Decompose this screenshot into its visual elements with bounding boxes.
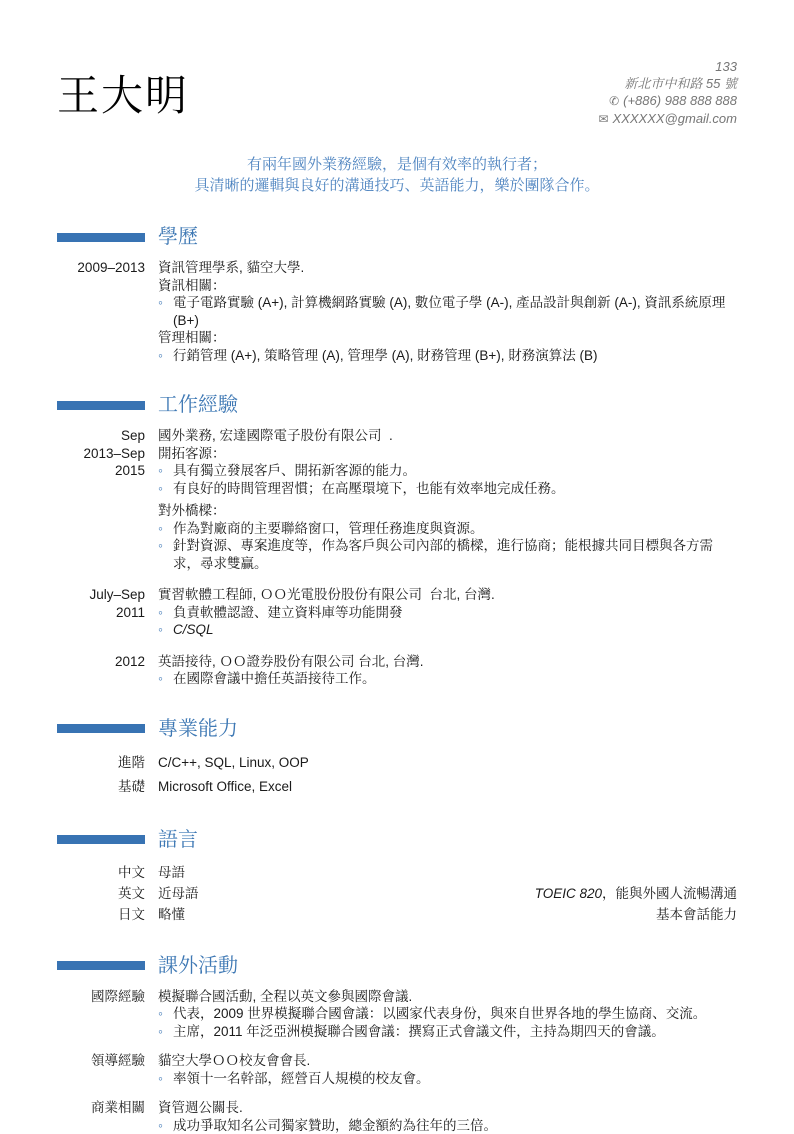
education-body bbox=[158, 259, 737, 364]
activity-entry-business bbox=[57, 1099, 737, 1134]
bullet-circle-icon: ◦ bbox=[158, 604, 173, 622]
work-entry-1-body bbox=[158, 427, 737, 572]
activity-category-label: 商業相關 bbox=[57, 1099, 145, 1134]
header bbox=[57, 58, 737, 128]
envelope-icon: ✉ bbox=[598, 112, 608, 126]
education-date-range: 2009–2013 bbox=[57, 259, 145, 277]
skill-level-label: 進階 bbox=[57, 751, 145, 775]
phone-icon: ✆ bbox=[609, 94, 619, 108]
list-item bbox=[158, 1070, 737, 1088]
contact-email: XXXXXX@gmail.com bbox=[613, 111, 737, 126]
contact-address: 新北市中和路 55 號 bbox=[598, 75, 737, 92]
date-line: 2013–Sep bbox=[57, 445, 145, 463]
person-name: 王大明 bbox=[57, 72, 189, 120]
language-note bbox=[535, 883, 737, 904]
work-entry-2 bbox=[57, 586, 737, 639]
list-item bbox=[158, 604, 737, 622]
date-line: Sep bbox=[57, 427, 145, 445]
work-bullet: 在國際會議中擔任英語接待工作。 bbox=[173, 670, 737, 688]
summary-line-1: 有兩年國外業務經驗，是個有效率的執行者； bbox=[57, 154, 737, 175]
language-level: 近母語 bbox=[158, 883, 535, 904]
language-name: 日文 bbox=[57, 904, 145, 925]
list-item bbox=[158, 1117, 737, 1134]
work-entry-3 bbox=[57, 653, 737, 688]
list-item bbox=[158, 670, 737, 688]
list-item bbox=[158, 347, 737, 365]
work-group-bridge bbox=[158, 502, 737, 572]
bullet-circle-icon: ◦ bbox=[158, 621, 173, 639]
bullet-circle-icon: ◦ bbox=[158, 670, 173, 688]
skill-level-label: 基礎 bbox=[57, 775, 145, 799]
bullet-circle-icon: ◦ bbox=[158, 520, 173, 538]
bullet-circle-icon: ◦ bbox=[158, 347, 173, 365]
date-line: 2011 bbox=[57, 604, 145, 622]
work-entry-3-title: 英語接待, ＯＯ證券股份有限公司 台北, 台灣. bbox=[158, 653, 737, 671]
education-group-it bbox=[158, 277, 737, 330]
work-bullet: 負責軟體認證、建立資料庫等功能開發 bbox=[173, 604, 737, 622]
summary-line-2: 具清晰的邏輯與良好的溝通技巧、英語能力，樂於團隊合作。 bbox=[57, 175, 737, 196]
education-entry bbox=[57, 259, 737, 364]
section-header-languages bbox=[57, 829, 737, 851]
toeic-score: TOEIC 820 bbox=[535, 886, 602, 901]
work-entry-3-dates bbox=[57, 653, 145, 688]
section-title-education: 學歷 bbox=[158, 226, 198, 248]
date-line: 2015 bbox=[57, 462, 145, 480]
work-group-clients bbox=[158, 445, 737, 498]
contact-postal-code: 133 bbox=[598, 58, 737, 75]
work-entry-1-title: 國外業務, 宏達國際電子股份有限公司 . bbox=[158, 427, 737, 445]
bullet-circle-icon: ◦ bbox=[158, 1070, 173, 1088]
list-item bbox=[158, 294, 737, 329]
language-level: 略懂 bbox=[158, 904, 656, 925]
education-group-label: 管理相關： bbox=[158, 329, 737, 347]
work-bullet: 針對資源、專案進度等，作為客戶與公司內部的橋樑，進行協商；能根據共同目標與各方需求，尋求雙贏。 bbox=[173, 537, 737, 572]
date-line: July–Sep bbox=[57, 586, 145, 604]
skill-row-advanced bbox=[57, 751, 737, 775]
section-header-activities bbox=[57, 955, 737, 977]
activity-title: 貓空大學ＯＯ校友會會長. bbox=[158, 1052, 737, 1070]
bullet-circle-icon: ◦ bbox=[158, 1005, 173, 1023]
work-entry-1-dates bbox=[57, 427, 145, 572]
list-item bbox=[158, 462, 737, 480]
language-row-chinese bbox=[57, 862, 737, 883]
work-entry-2-title: 實習軟體工程師, ＯＯ光電股份股份有限公司 台北, 台灣. bbox=[158, 586, 737, 604]
section-rule-bar bbox=[57, 724, 145, 733]
list-item bbox=[158, 520, 737, 538]
language-row-english bbox=[57, 883, 737, 904]
bullet-circle-icon: ◦ bbox=[158, 462, 173, 480]
language-note: 基本會話能力 bbox=[656, 904, 737, 925]
date-line: 2012 bbox=[57, 653, 145, 671]
contact-phone-line bbox=[598, 92, 737, 110]
bullet-circle-icon: ◦ bbox=[158, 294, 173, 329]
activity-entry-leadership bbox=[57, 1052, 737, 1087]
language-note-text: ，能與外國人流暢溝通 bbox=[602, 886, 737, 901]
activity-bullet: 主席，2011 年泛亞洲模擬聯合國會議：撰寫正式會議文件，主持為期四天的會議。 bbox=[173, 1023, 737, 1041]
work-group-label: 對外橋樑： bbox=[158, 502, 737, 520]
work-entry-2-dates bbox=[57, 586, 145, 639]
education-courses-it: 電子電路實驗 (A+), 計算機網路實驗 (A), 數位電子學 (A-), 產品設計與創新 (A-), 資訊系統原理 (B+) bbox=[173, 294, 737, 329]
education-group-label: 資訊相關： bbox=[158, 277, 737, 295]
section-work bbox=[57, 394, 737, 688]
activity-body bbox=[158, 1099, 737, 1134]
education-degree: 資訊管理學系, 貓空大學. bbox=[158, 259, 737, 277]
activity-category-label: 國際經驗 bbox=[57, 988, 145, 1041]
activity-category-label: 領導經驗 bbox=[57, 1052, 145, 1087]
contact-phone: (+886) 988 888 888 bbox=[623, 93, 737, 108]
list-item bbox=[158, 1023, 737, 1041]
section-title-skills: 專業能力 bbox=[158, 718, 238, 740]
education-group-mgmt bbox=[158, 329, 737, 364]
activity-bullet: 成功爭取知名公司獨家贊助，總金額約為往年的三倍。 bbox=[173, 1117, 737, 1134]
list-item bbox=[158, 621, 737, 639]
section-rule-bar bbox=[57, 401, 145, 410]
section-skills bbox=[57, 718, 737, 799]
list-item bbox=[158, 1005, 737, 1023]
contact-block bbox=[598, 58, 737, 128]
skill-list: Microsoft Office, Excel bbox=[158, 775, 737, 799]
activity-entry-international bbox=[57, 988, 737, 1041]
section-education bbox=[57, 226, 737, 364]
skill-row-basic bbox=[57, 775, 737, 799]
language-name: 英文 bbox=[57, 883, 145, 904]
work-bullet: 具有獨立發展客戶、開拓新客源的能力。 bbox=[173, 462, 737, 480]
bullet-circle-icon: ◦ bbox=[158, 537, 173, 572]
work-entry-1 bbox=[57, 427, 737, 572]
activity-body bbox=[158, 1052, 737, 1087]
section-header-skills bbox=[57, 718, 737, 740]
activity-body bbox=[158, 988, 737, 1041]
language-row-japanese bbox=[57, 904, 737, 925]
section-activities bbox=[57, 955, 737, 1134]
skill-list: C/C++, SQL, Linux, OOP bbox=[158, 751, 737, 775]
section-header-education bbox=[57, 226, 737, 248]
contact-email-line bbox=[598, 110, 737, 128]
work-group-label: 開拓客源： bbox=[158, 445, 737, 463]
bullet-circle-icon: ◦ bbox=[158, 1023, 173, 1041]
activity-bullet: 代表，2009 世界模擬聯合國會議：以國家代表身份，與來自世界各地的學生協商、交流。 bbox=[173, 1005, 737, 1023]
education-date bbox=[57, 259, 145, 364]
bullet-circle-icon: ◦ bbox=[158, 1117, 173, 1134]
section-header-work bbox=[57, 394, 737, 416]
work-bullet: 作為對廠商的主要聯絡窗口，管理任務進度與資源。 bbox=[173, 520, 737, 538]
work-bullet-code: C/SQL bbox=[173, 621, 737, 639]
work-bullet: 有良好的時間管理習慣；在高壓環境下，也能有效率地完成任務。 bbox=[173, 480, 737, 498]
section-title-work: 工作經驗 bbox=[158, 394, 238, 416]
section-rule-bar bbox=[57, 233, 145, 242]
section-title-activities: 課外活動 bbox=[158, 955, 238, 977]
language-name: 中文 bbox=[57, 862, 145, 883]
activity-title: 資管週公關長. bbox=[158, 1099, 737, 1117]
section-title-languages: 語言 bbox=[158, 829, 198, 851]
work-entry-2-body bbox=[158, 586, 737, 639]
activity-title: 模擬聯合國活動, 全程以英文參與國際會議. bbox=[158, 988, 737, 1006]
education-courses-mgmt: 行銷管理 (A+), 策略管理 (A), 管理學 (A), 財務管理 (B+), 財務演算法 (B) bbox=[173, 347, 737, 365]
bullet-circle-icon: ◦ bbox=[158, 480, 173, 498]
section-rule-bar bbox=[57, 835, 145, 844]
list-item bbox=[158, 537, 737, 572]
section-rule-bar bbox=[57, 961, 145, 970]
work-entry-3-body bbox=[158, 653, 737, 688]
list-item bbox=[158, 480, 737, 498]
activity-bullet: 率領十一名幹部，經營百人規模的校友會。 bbox=[173, 1070, 737, 1088]
section-languages bbox=[57, 829, 737, 925]
language-level: 母語 bbox=[158, 862, 737, 883]
summary-quote bbox=[57, 154, 737, 196]
